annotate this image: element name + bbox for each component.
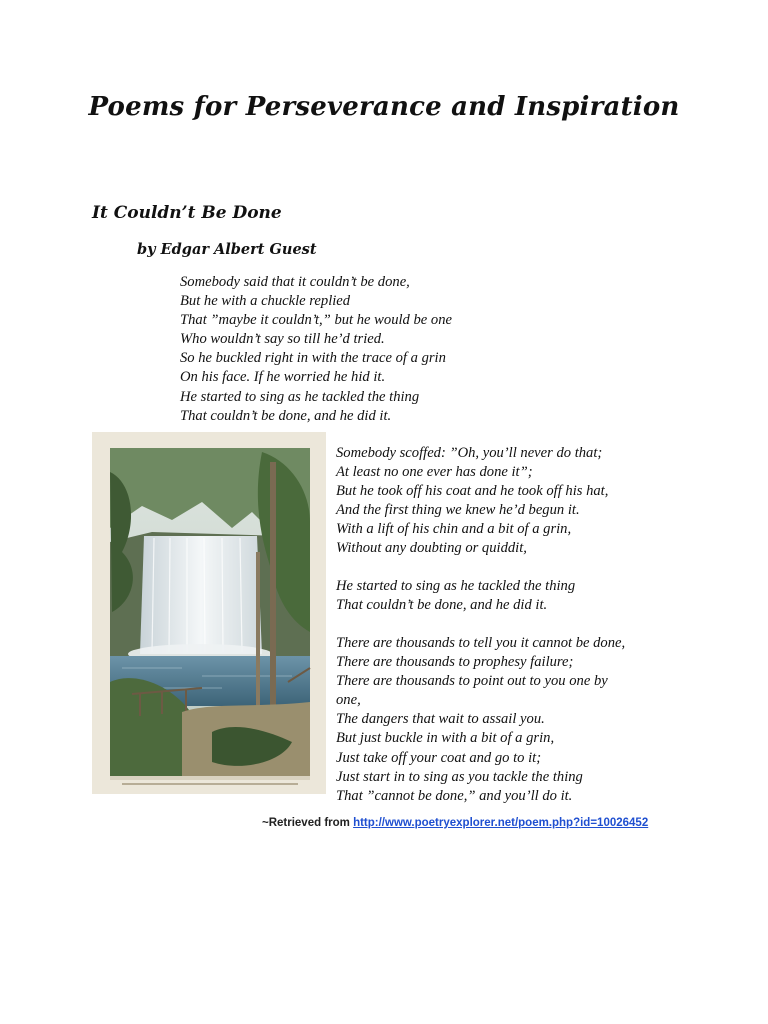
poem-line: And the first thing we knew he’d begun it. bbox=[336, 502, 580, 519]
poem-line: Somebody scoffed: ”Oh, you’ll never do that; bbox=[336, 445, 603, 461]
poem-line: That ”maybe it couldn’t,” but he would be one bbox=[180, 312, 452, 329]
poem-line: There are thousands to point out to you one by bbox=[336, 673, 608, 690]
poem-line: That couldn’t be done, and he did it. bbox=[180, 407, 392, 424]
poem-line: With a lift of his chin and a bit of a grin, bbox=[336, 521, 572, 538]
poem-line: So he buckled right in with the trace of a grin bbox=[180, 350, 446, 367]
poem-line: The dangers that wait to assail you. bbox=[336, 711, 545, 728]
poem-line: one, bbox=[336, 692, 361, 709]
poem-line: But just buckle in with a bit of a grin, bbox=[336, 730, 555, 747]
poem-line: At least no one ever has done it”; bbox=[336, 464, 533, 481]
source-link[interactable]: http://www.poetryexplorer.net/poem.php?id=10026452 bbox=[353, 817, 649, 829]
poem-line: That couldn’t be done, and he did it. bbox=[336, 597, 548, 614]
poem-line: Just start in to sing as you tackle the thing bbox=[336, 768, 583, 785]
poem-line: But he with a chuckle replied bbox=[180, 293, 351, 310]
citation-prefix: ~Retrieved from bbox=[262, 817, 354, 829]
poem-line: Somebody said that it couldn’t be done, bbox=[180, 274, 410, 290]
poem-line: That ”cannot be done,” and you’ll do it. bbox=[336, 787, 573, 804]
poem-line: There are thousands to tell you it cannot be done, bbox=[336, 635, 626, 651]
poem-line: But he took off his coat and he took off his hat, bbox=[336, 483, 609, 500]
stanza-4 bbox=[336, 634, 625, 806]
poem-title: It Couldn’t Be Done bbox=[92, 203, 282, 223]
citation bbox=[262, 817, 648, 829]
stanza-2 bbox=[336, 444, 608, 559]
poem-line: Without any doubting or quiddit, bbox=[336, 540, 527, 557]
waterfall-postcard-image bbox=[92, 432, 326, 794]
stanza-3 bbox=[336, 577, 575, 615]
poem-line: Who wouldn’t say so till he’d tried. bbox=[180, 331, 385, 348]
poem-author: by Edgar Albert Guest bbox=[137, 241, 317, 258]
waterfall-illustration bbox=[92, 432, 326, 794]
stanza-1 bbox=[180, 273, 452, 426]
poem-line: Just take off your coat and go to it; bbox=[336, 749, 542, 766]
poem-line: He started to sing as he tackled the thing bbox=[336, 578, 576, 594]
poem-line: There are thousands to prophesy failure; bbox=[336, 654, 574, 671]
page-title: Poems for Perseverance and Inspiration bbox=[88, 92, 680, 122]
poem-line: On his face. If he worried he hid it. bbox=[180, 369, 386, 386]
poem-line: He started to sing as he tackled the thing bbox=[180, 388, 420, 405]
